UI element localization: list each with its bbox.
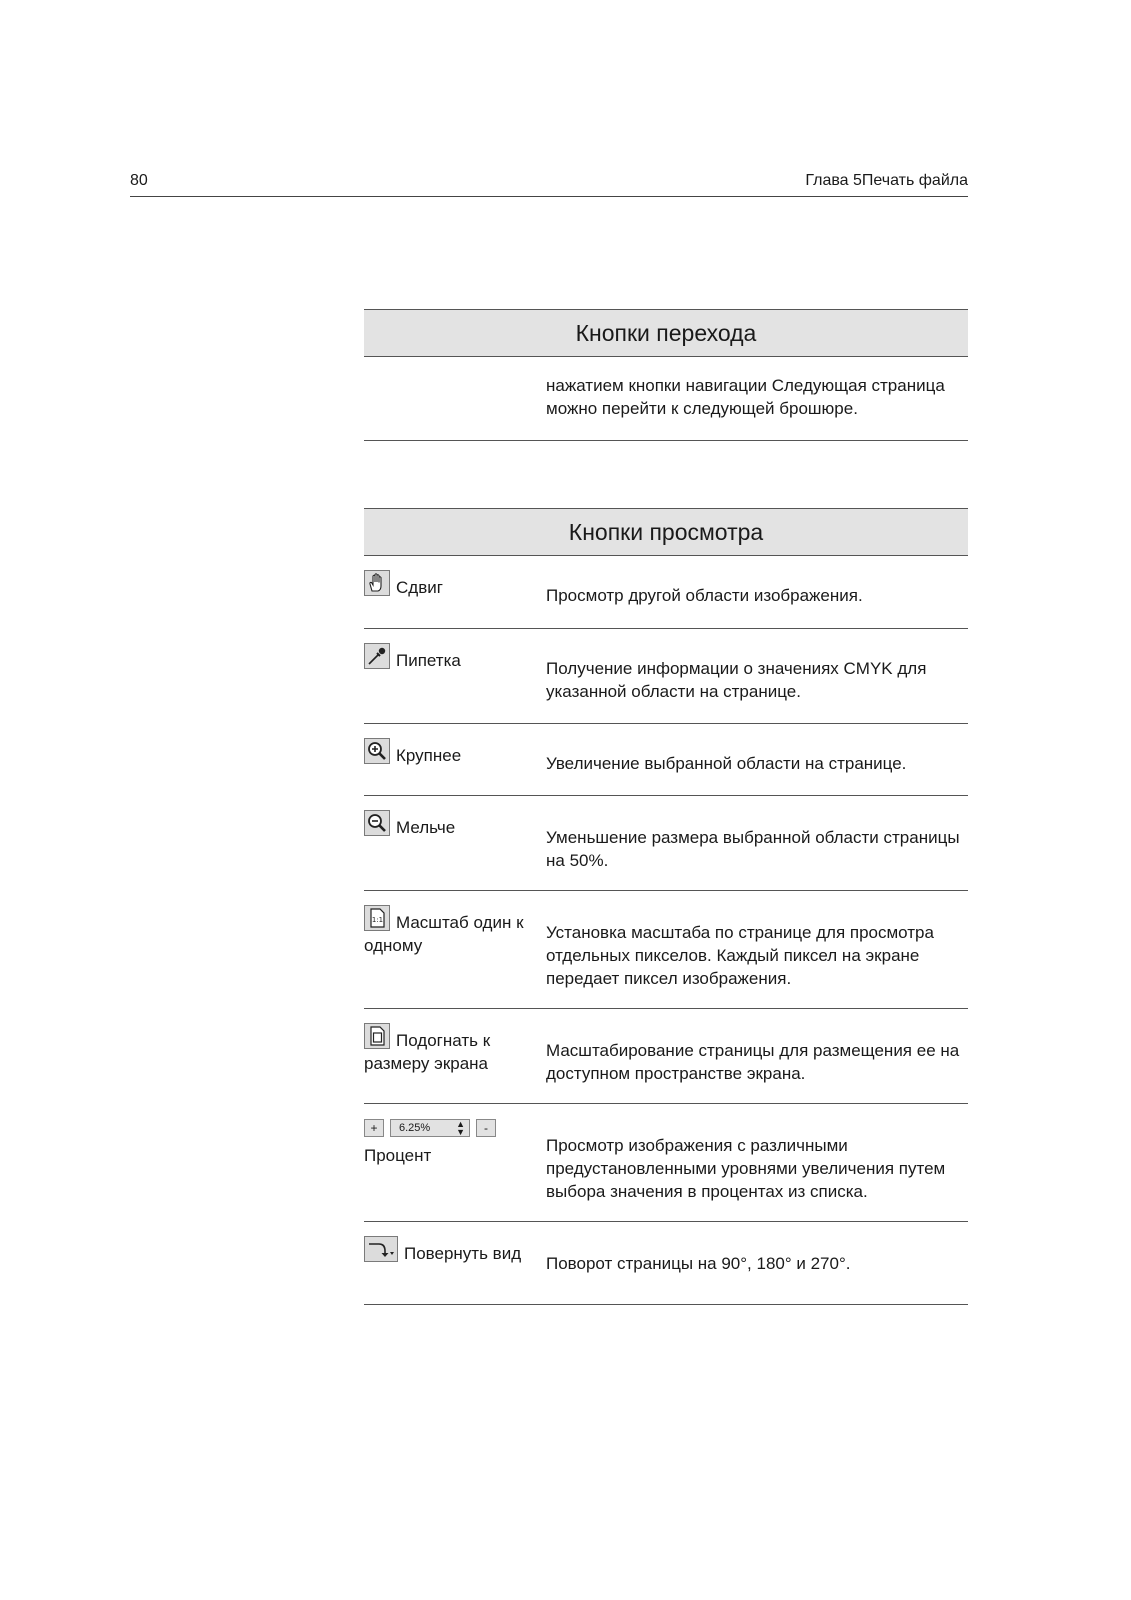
table-row — [364, 796, 968, 891]
row-label: Крупнее — [396, 746, 462, 765]
view-buttons-table — [364, 508, 968, 1305]
row-label: Масштаб один к одному — [364, 913, 524, 955]
row-label: Пипетка — [396, 651, 461, 670]
actual-size-icon — [364, 905, 390, 931]
rotate-icon — [364, 1236, 398, 1262]
row-label: Повернуть вид — [404, 1244, 522, 1263]
nav-description: нажатием кнопки навигации Следующая страница можно перейти к следующей брошюре. — [546, 376, 945, 418]
row-description: Уменьшение размера выбранной области страницы на 50%. — [546, 828, 960, 870]
row-description: Установка масштаба по странице для просмотра отдельных пикселов. Каждый пиксел на экране передает пиксел изображения. — [546, 923, 934, 988]
svg-text:1:1: 1:1 — [371, 916, 384, 924]
row-label: Мельче — [396, 818, 456, 837]
page-number: 80 — [130, 172, 148, 189]
table-row — [364, 1009, 968, 1104]
table-row — [364, 891, 968, 1009]
zoom-minus-button: - — [476, 1119, 496, 1137]
row-description: Увеличение выбранной области на странице. — [546, 754, 907, 773]
row-label: Процент — [364, 1146, 432, 1165]
nav-buttons-table — [364, 309, 968, 441]
zoom-plus-button: + — [364, 1119, 384, 1137]
row-label: Сдвиг — [396, 578, 443, 597]
fit-page-icon — [364, 1023, 390, 1049]
row-description: Поворот страницы на 90°, 180° и 270°. — [546, 1254, 851, 1273]
eyedropper-icon — [364, 643, 390, 669]
row-description: Просмотр изображения с различными предустановленными уровнями увеличения путем выбора значения в процентах из списка. — [546, 1136, 946, 1201]
row-description: Масштабирование страницы для размещения ее на доступном пространстве экрана. — [546, 1041, 960, 1083]
row-label-cell — [364, 570, 534, 599]
row-label-cell — [364, 1118, 534, 1167]
table-row — [364, 1222, 968, 1305]
zoom-in-icon — [364, 738, 390, 764]
row-label-cell — [364, 738, 534, 767]
view-table-title: Кнопки просмотра — [364, 508, 968, 556]
table-row — [364, 724, 968, 796]
row-description: Получение информации о значениях CMYK для указанной области на странице. — [546, 659, 927, 701]
row-label-cell — [364, 810, 534, 839]
table-row — [364, 1104, 968, 1222]
chapter-title: Глава 5Печать файла — [805, 172, 968, 189]
row-label: Подогнать к размеру экрана — [364, 1031, 491, 1073]
nav-table-title: Кнопки перехода — [364, 309, 968, 357]
row-label-cell — [364, 1236, 534, 1265]
page-header — [130, 168, 968, 197]
zoom-percent-field — [390, 1119, 470, 1137]
row-label-cell — [364, 643, 534, 672]
row-description: Просмотр другой области изображения. — [546, 586, 863, 605]
percent-control — [364, 1118, 534, 1138]
row-label-cell — [364, 905, 534, 957]
table-row — [364, 556, 968, 629]
row-label-cell — [364, 1023, 534, 1075]
table-row — [364, 357, 968, 441]
zoom-percent-value: 6.25% — [399, 1122, 431, 1134]
hand-icon — [364, 570, 390, 596]
spinner-icon: ▲ ▼ — [456, 1119, 465, 1137]
table-row — [364, 629, 968, 724]
zoom-out-icon — [364, 810, 390, 836]
